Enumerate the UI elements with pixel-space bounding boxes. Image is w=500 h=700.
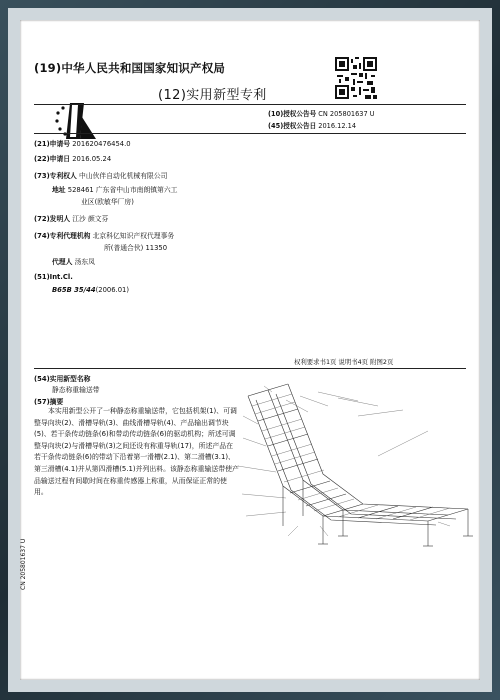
patent-agency <box>34 230 174 240</box>
abstract-rule <box>34 368 466 369</box>
patentee <box>34 170 167 180</box>
field-label: 地址 <box>52 186 66 194</box>
ipc-code: B65B 35/44 <box>52 286 96 294</box>
abstract-label: (57)摘要 <box>34 398 64 406</box>
application-date <box>34 153 111 163</box>
address <box>52 184 177 194</box>
publication-date-label: (45)授权公告日 <box>268 122 317 130</box>
field-value: 201620476454.0 <box>72 140 131 148</box>
conveyor-frame <box>248 384 468 525</box>
ipc-version: (2006.01) <box>95 286 130 294</box>
publication-date <box>268 120 356 130</box>
publication-date-value: 2016.12.14 <box>318 122 357 130</box>
publication-number-value: CN 205801637 U <box>318 110 375 118</box>
field-value: 2016.05.24 <box>72 155 112 163</box>
publication-number-label: (10)授权公告号 <box>268 110 317 118</box>
header-rule-bottom <box>34 133 466 134</box>
application-number <box>34 138 131 148</box>
field-label: (74)专利代理机构 <box>34 232 91 240</box>
field-label: (21)申请号 <box>34 140 71 148</box>
field-label: (22)申请日 <box>34 155 71 163</box>
abstract-text: 本实用新型公开了一种静态称重输送带，它包括机架(1)、可调整导向块(2)、滑槽导轨(3)、曲线滑槽导轨(4)、产品输出调节块(5)、若干条传动链条(6)和带动传动链条(6)的驱动机构；所述可调整导向块(2)与滑槽导轨(3)之间还设有称重导轨(17)，所述产品在若干条传动链条(6)的带动下沿着第一滑槽(2.1)、第二滑槽(3.1)、第三滑槽(4.1)并从第四滑槽(5.1)并列出料。该静态称重输送带使产品输送过程有间歇时间在称重传感器上称重，从而保证正常的使用。 <box>34 407 239 497</box>
conveyor-slats <box>252 394 450 520</box>
header-rule-top <box>34 104 466 105</box>
cnipa-logo-icon <box>54 101 98 141</box>
address-line-2: 业区(欧敏华厂房) <box>81 198 134 206</box>
field-value: 汤东凤 <box>74 258 95 266</box>
field-label: (72)发明人 <box>34 215 71 223</box>
ipc-classification <box>52 286 129 294</box>
field-value: 江沙 颜文芬 <box>72 215 109 223</box>
qr-code-icon <box>335 57 377 99</box>
patent-agency-line-2: 所(普通合伙) 11350 <box>104 244 168 252</box>
title-label: (54)实用新型名称 <box>34 375 91 383</box>
pages-info: 权利要求书1页 说明书4页 附图2页 <box>294 358 394 366</box>
conveyor-drawing <box>228 376 484 552</box>
field-label: (73)专利权人 <box>34 172 77 180</box>
side-publication-number: CN 205801637 U <box>20 538 27 590</box>
publication-number <box>268 108 375 118</box>
inventors <box>34 213 108 223</box>
field-value: 北京科亿知识产权代理事务 <box>92 232 175 240</box>
field-value: 中山伙伴自动化机械有限公司 <box>79 172 168 180</box>
agent <box>52 256 95 266</box>
field-label: 代理人 <box>52 258 73 266</box>
office-name: (19)中华人民共和国国家知识产权局 <box>34 61 226 75</box>
ipc-label <box>34 273 73 281</box>
conveyor-legs <box>283 480 473 546</box>
field-label: (51)Int.Cl. <box>34 273 73 281</box>
title-value: 静态称重输送带 <box>52 386 100 394</box>
document-type: (12)实用新型专利 <box>158 88 267 103</box>
field-value: 528461 广东省中山市南朗镇第六工 <box>67 186 178 194</box>
